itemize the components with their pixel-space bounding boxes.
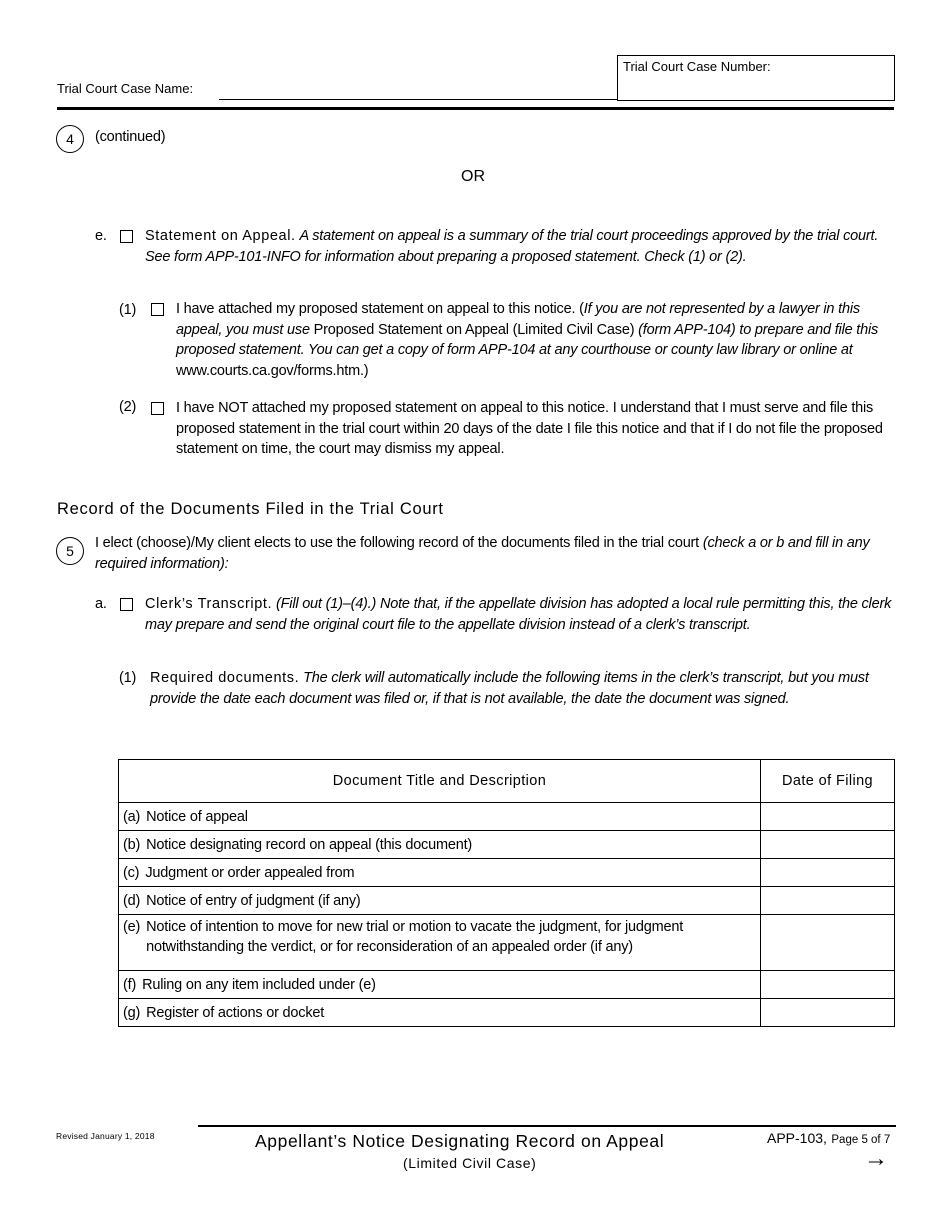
date-of-filing-input[interactable] [761,999,895,1027]
next-page-arrow-icon[interactable]: → [864,1145,888,1172]
revised-date: Revised January 1, 2018 [56,1131,155,1141]
option-2-number: (2) [119,399,137,415]
row-text: Notice of intention to move for new trial or motion to vacate the judgment, for judgment notwithstanding the verdict, or for reconsideration of an appealed order (if any) [146,919,684,955]
footer-rule [198,1125,896,1127]
table-row [119,803,895,831]
statement-on-appeal-checkbox[interactable] [120,230,133,243]
row-text: Notice of appeal [146,808,248,825]
item-e-letter: e. [95,228,107,244]
date-of-filing-input[interactable] [761,887,895,915]
row-label: (c) [123,864,140,881]
option-1-text [176,299,894,381]
row-label: (d) [123,892,141,909]
case-number-label: Trial Court Case Number: [623,59,771,74]
form-title: Appellant’s Notice Designating Record on Appeal [255,1131,665,1151]
statement-on-appeal-desc: A statement on appeal is a summary of the trial court proceedings approved by the trial court. See form APP-101-INFO for information about preparing a proposed statement. Check (1) or (2). [145,228,879,265]
header-rule [57,107,894,110]
required-documents-table [118,759,895,1027]
case-name-label: Trial Court Case Name: [57,81,194,96]
row-text: Notice of entry of judgment (if any) [146,892,361,909]
required-docs-text [150,668,895,709]
clerks-transcript-checkbox[interactable] [120,598,133,611]
section5-intro-instructions: (check a or b and fill in any required information): [95,535,870,572]
row-label: (a) [123,808,141,825]
row-text: Ruling on any item included under (e) [142,976,376,993]
date-of-filing-input[interactable] [761,831,895,859]
item-number-5: 5 [56,537,84,565]
option-1-text-a: I have attached my proposed statement on appeal to this notice. ( [176,301,584,317]
table-row [119,859,895,887]
page-number: Page 5 of 7 [831,1134,891,1146]
section5-intro [95,533,885,574]
table-row [119,999,895,1027]
statement-on-appeal-title: Statement on Appeal. [145,228,296,244]
col-desc-header: Document Title and Description [119,760,761,803]
option-1-text-d: (form APP-104) to prepare and file this proposed statement. You can get a copy of form APP-104 at any courthouse or county law library or online at [176,321,879,358]
required-docs-number: (1) [119,670,137,686]
table-header-row [119,760,895,803]
case-number-box [617,55,895,101]
not-attached-statement-checkbox[interactable] [151,402,164,415]
row-label: (e) [123,919,141,935]
col-date-header: Date of Filing [761,760,895,803]
form-id: APP-103, [767,1130,827,1146]
option-1-text-e: www.courts.ca.gov/forms.htm.) [176,362,369,379]
row-text: Judgment or order appealed from [145,864,355,881]
date-of-filing-input[interactable] [761,915,895,971]
attached-statement-checkbox[interactable] [151,303,164,316]
date-of-filing-input[interactable] [761,971,895,999]
row-text: Notice designating record on appeal (this document) [146,836,473,853]
section5-intro-text: I elect (choose)/My client elects to use the following record of the documents filed in the trial court [95,535,700,551]
option-1-text-b: If you are not represented by a lawyer in this appeal, you must use [176,301,860,338]
table-row [119,915,895,971]
table-row [119,831,895,859]
case-name-field[interactable] [219,99,617,100]
item-a-letter: a. [95,596,107,612]
clerks-transcript-desc: (Fill out (1)–(4).) Note that, if the appellate division has adopted a local rule permitting this, the clerk may prepare and send the original court file to the appellate division instead of a clerk’s transcript. [145,596,892,633]
row-label: (g) [123,1004,141,1021]
required-docs-desc: The clerk will automatically include the following items in the clerk’s transcript, but you must provide the date each document was filed or, if that is not available, the date the document was signed. [150,670,869,707]
option-1-number: (1) [119,302,137,318]
option-1-text-c: Proposed Statement on Appeal (Limited Civil Case) [309,321,639,338]
clerks-transcript-title: Clerk’s Transcript. [145,596,273,612]
form-subtitle: (Limited Civil Case) [403,1155,537,1171]
row-label: (f) [123,976,137,993]
row-label: (b) [123,836,141,853]
date-of-filing-input[interactable] [761,859,895,887]
date-of-filing-input[interactable] [761,803,895,831]
table-row [119,887,895,915]
record-heading: Record of the Documents Filed in the Trial Court [57,500,444,518]
required-docs-title: Required documents. [150,670,300,686]
item-number-4: 4 [56,125,84,153]
table-row [119,971,895,999]
row-text: Register of actions or docket [146,1004,325,1021]
clerks-transcript-text [145,594,897,635]
option-2-text: I have NOT attached my proposed statement on appeal to this notice. I understand that I must serve and file this proposed statement in the trial court within 20 days of the date I file this notice and that if I do not file the proposed statement on time, the court may dismiss my appeal. [176,400,883,457]
or-divider: OR [461,168,485,185]
statement-on-appeal-text [145,226,900,267]
continued-label: (continued) [95,129,166,145]
